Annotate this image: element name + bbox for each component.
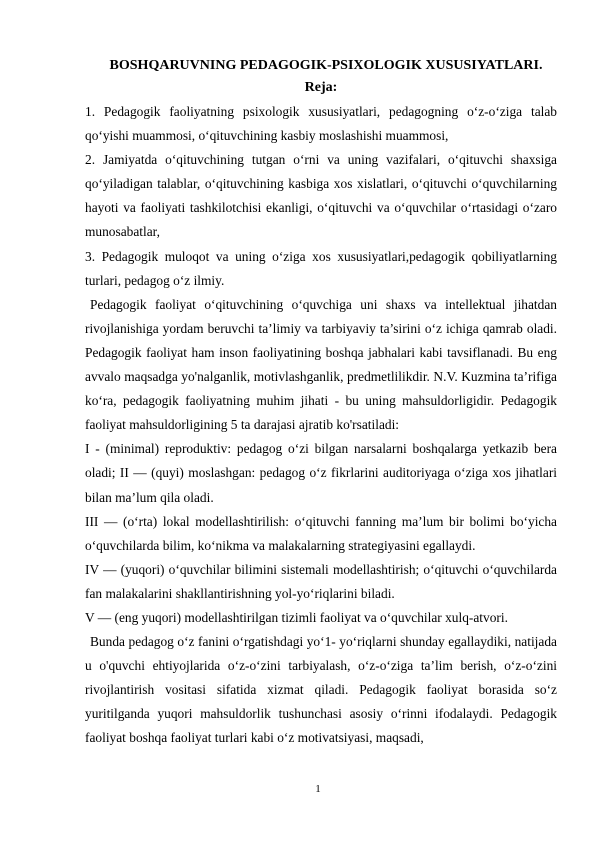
body-paragraph: Bunda pedagog o‘z fanini o‘rgatishdagi yo‘1- yo‘riqlarni shunday egallaydiki, natijada u o'quvchi ehtiyojlarida o‘z-o‘zini tarbiyalash, o‘z-o‘ziga ta’lim berish, o‘z-o‘zini rivojlantirish vositasi sifatida xizmat qiladi. Pedagogik faoliyat borasida so‘z yuritilganda yuqori mahsuldorlik tushunchasi asosiy o‘rinni ifodalaydi. Pedagogik faoliyat boshqa faoliyat turlari kabi o‘z motivatsiyasi, maqsadi, [85, 634, 557, 746]
plan-item-2: 2. Jamiyatda o‘qituvchining tutgan o‘rni va uning vazifalari, o‘qituvchi shaxsiga qo‘yiladigan talablar, o‘qituvchining kasbiga xos xislatlari, o‘qituvchi o‘quvchilarning hayoti va faoliyati tashkilotchisi ekanligi, o‘qituvchi va o‘quvchilar o‘rtasidagi o‘zaro munosabatlar, [85, 152, 557, 240]
page-number: 1 [315, 783, 321, 795]
level-paragraph: IV — (yuqori) o‘quvchilar bilimini sistemali modellashtirish; o‘qituvchi o‘quvchilarda fan malakalarini shakllantirishning yol-yo‘riqlarini biladi. [85, 561, 557, 601]
document-title: BOSHQARUVNING PEDAGOGIK-PSIXOLOGIK XUSUSIYATLARI. [109, 58, 543, 73]
body-paragraph: Pedagogik faoliyat o‘qituvchining o‘quvchiga uni shaxs va intellektual jihatdan rivojlanishiga yordam beruvchi ta’limiy va tarbiyaviy ta’sirini o‘z ichiga qamrab oladi. Pedagogik faoliyat ham inson faoliyatining boshqa jabhalari kabi tavsiflanadi. Bu eng avvalo maqsadga yo'nalganlik, motivlashganlik, predmetlilikdir. N.V. Kuzmina ta’rifiga ko‘ra, pedagogik faoliyatning muhim jihati - bu uning mahsuldorligidir. Pedagogik faoliyat mahsuldorligining 5 ta darajasi ajratib ko'rsatiladi: [85, 296, 557, 433]
level-paragraph: III — (o‘rta) lokal modellashtirilish: o‘qituvchi fanning ma’lum bir bolimi bo‘yicha o‘quvchilarda bilim, ko‘nikma va malakalarning strategiyasini egallaydi. [85, 513, 557, 553]
level-paragraph: V — (eng yuqori) modellashtirilgan tizimli faoliyat va o‘quvchilar xulq-atvori. [85, 609, 508, 625]
document-page [85, 56, 557, 751]
plan-item-3: 3. Pedagogik muloqot va uning o‘ziga xos xususiyatlari,pedagogik qobiliyatlarning turlari, pedagog o‘z ilmiy. [85, 248, 557, 288]
plan-heading: Reja: [304, 80, 338, 95]
level-paragraph: I - (minimal) reproduktiv: pedagog o‘zi bilgan narsalarni boshqalarga yetkazib bera oladi; II — (quyi) moslashgan: pedagog o‘z fikrlarini auditoriyaga o‘ziga xos jihatlari bilan ma’lum qila oladi. [85, 441, 557, 505]
plan-item-1: 1. Pedagogik faoliyatning psixologik xususiyatlari, pedagogning o‘z-o‘ziga talab qo‘yishi muammosi, o‘qituvchining kasbiy moslashishi muammosi, [85, 104, 557, 144]
